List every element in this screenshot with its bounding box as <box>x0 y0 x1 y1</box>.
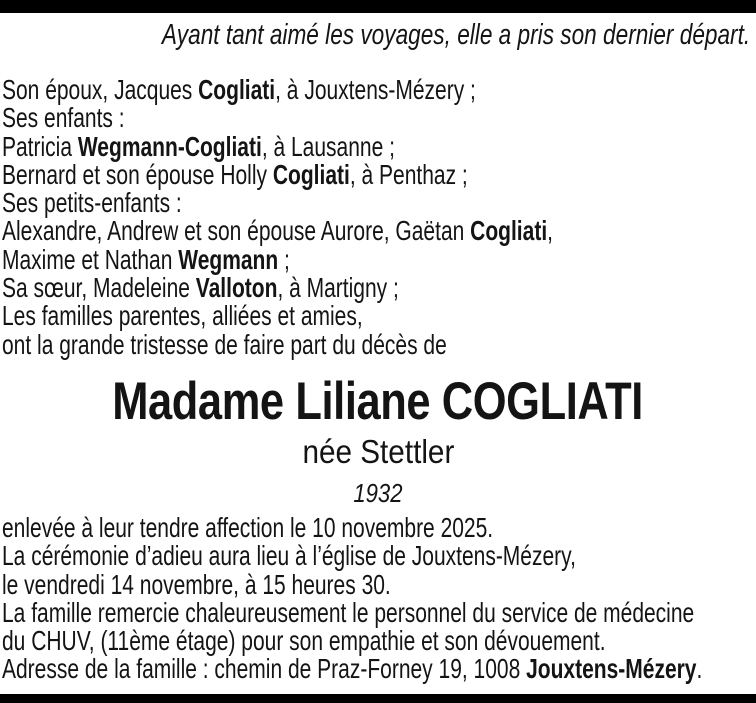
line-segment: le vendredi 14 novembre, à 15 heures 30. <box>2 568 391 600</box>
family-line-text <box>2 130 395 162</box>
surname-bold: Wegmann <box>178 243 279 275</box>
family-line <box>2 274 737 302</box>
surname-bold: Cogliati <box>470 215 548 247</box>
details-line <box>2 596 756 628</box>
line-segment: Adresse de la famille : chemin de Praz-Forney 19, 1008 <box>2 653 527 685</box>
line-segment: , à Martigny ; <box>277 272 399 304</box>
details-line <box>2 542 756 570</box>
line-segment: . <box>696 653 703 685</box>
line-segment: , à Lausanne ; <box>261 130 395 162</box>
details-line <box>2 627 756 655</box>
place-bold: Jouxtens-Mézery <box>526 653 697 685</box>
family-line-text <box>2 104 125 132</box>
line-segment: Les familles parentes, alliées et amies, <box>2 300 363 332</box>
family-line-text <box>2 328 447 360</box>
family-lines-block <box>2 76 737 359</box>
maiden-name: née Stettler <box>302 433 454 470</box>
birth-year: 1932 <box>353 478 403 508</box>
family-line <box>2 158 737 190</box>
details-line <box>2 568 756 600</box>
family-line-text <box>2 243 290 275</box>
details-line-text <box>2 627 606 655</box>
family-line-text <box>2 189 182 217</box>
epitaph-text: Ayant tant aimé les voyages, elle a pris son dernier départ. <box>161 19 750 51</box>
family-line <box>2 302 737 330</box>
line-segment: Bernard et son épouse Holly <box>2 158 273 190</box>
line-segment: , à Jouxtens-Mézery ; <box>275 74 476 105</box>
family-line <box>2 189 737 217</box>
family-line <box>2 328 737 360</box>
family-line <box>2 243 737 275</box>
details-line-text <box>2 514 493 542</box>
family-line-text <box>2 76 476 104</box>
line-segment: La famille remercie chaleureusement le personnel du service de médecine <box>2 596 695 628</box>
details-line-text <box>2 542 576 570</box>
line-segment: Patricia <box>2 130 78 162</box>
deceased-name: Madame Liliane COGLIATI <box>112 372 644 431</box>
surname-bold: Valloton <box>195 272 278 304</box>
surname-bold: Wegmann-Cogliati <box>77 130 262 162</box>
line-segment: enlevée à leur tendre affection le 10 novembre 2025. <box>2 512 494 543</box>
family-line <box>2 104 737 132</box>
details-line-text <box>2 596 695 628</box>
family-line-text <box>2 217 553 245</box>
details-line-text <box>2 568 391 600</box>
line-segment: ont la grande tristesse de faire part du décès de <box>2 328 447 360</box>
line-segment: Son époux, Jacques <box>2 74 199 105</box>
epitaph-line <box>0 19 753 53</box>
details-line <box>2 655 756 683</box>
maiden-name-line <box>0 434 756 470</box>
surname-bold: Cogliati <box>198 74 276 105</box>
deceased-name-line <box>0 374 756 430</box>
ceremony-details-block <box>2 514 756 684</box>
family-line-text <box>2 158 468 190</box>
line-segment: Ses enfants : <box>2 102 125 134</box>
bottom-rule <box>0 694 756 703</box>
details-line-text <box>2 655 702 683</box>
line-segment: du CHUV, (11ème étage) pour son empathie et son dévouement. <box>2 625 606 657</box>
line-segment: Alexandre, Andrew et son épouse Aurore, Gaëtan <box>2 215 471 247</box>
family-line-text <box>2 302 363 330</box>
line-segment: Sa sœur, Madeleine <box>2 272 196 304</box>
line-segment: La cérémonie d’adieu aura lieu à l’église de Jouxtens-Mézery, <box>2 540 576 572</box>
line-segment: Maxime et Nathan <box>2 243 179 275</box>
surname-bold: Cogliati <box>272 158 350 190</box>
line-segment: , à Penthaz ; <box>349 158 468 190</box>
line-segment: ; <box>278 243 290 275</box>
top-rule <box>0 0 756 13</box>
line-segment: Ses petits-enfants : <box>2 187 182 219</box>
family-line <box>2 217 737 245</box>
family-line <box>2 130 737 162</box>
line-segment: , <box>547 215 553 247</box>
family-line <box>2 76 737 104</box>
details-line <box>2 514 756 542</box>
birth-year-line <box>0 478 756 508</box>
family-line-text <box>2 274 399 302</box>
